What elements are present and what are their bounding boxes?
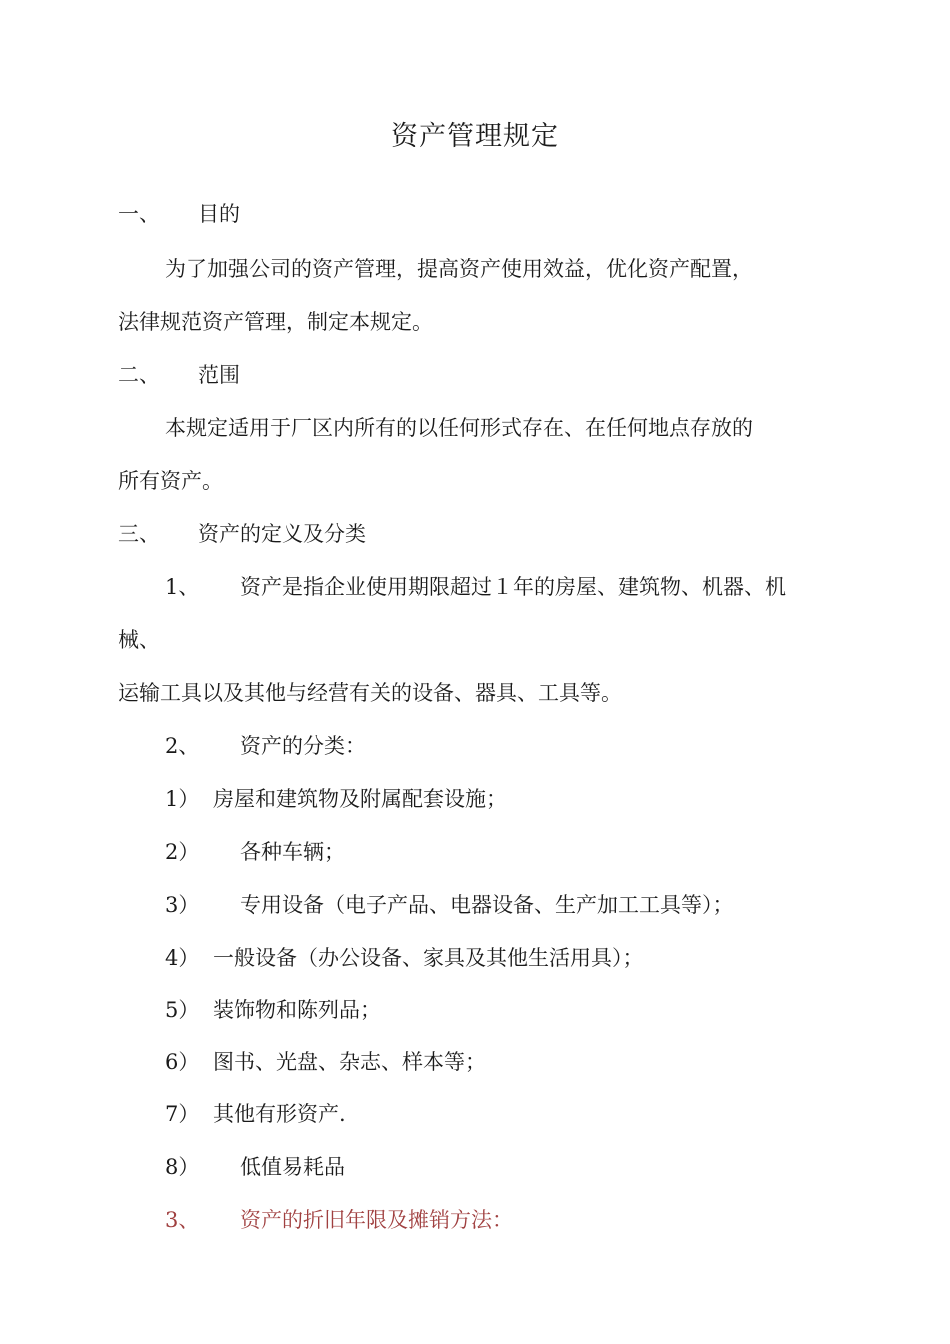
- category-number: 8）: [165, 1155, 200, 1179]
- paragraph-line: 法律规范资产管理，制定本规定。: [118, 310, 433, 334]
- category-text: 图书、光盘、杂志、样本等；: [213, 1050, 486, 1074]
- category-text: 各种车辆；: [240, 840, 345, 864]
- category-item: [165, 891, 734, 919]
- list-item-2: [165, 732, 366, 760]
- category-number: 6）: [165, 1050, 200, 1074]
- paragraph-line: 所有资产。: [118, 469, 223, 493]
- category-text: 低值易耗品: [240, 1155, 345, 1179]
- section-number: 三、: [118, 522, 160, 546]
- list-item-3: [165, 1206, 513, 1234]
- category-item: [165, 996, 381, 1024]
- paragraph-line: 本规定适用于厂区内所有的以任何形式存在、在任何地点存放的: [165, 416, 753, 440]
- paragraph-line: 械、: [118, 628, 160, 652]
- item-number: 2、: [165, 734, 200, 758]
- category-number: 5）: [165, 998, 200, 1022]
- item-number: 1、: [165, 575, 200, 599]
- category-number: 7）: [165, 1102, 200, 1126]
- category-text: 其他有形资产.: [213, 1102, 346, 1126]
- category-number: 1）: [165, 787, 200, 811]
- category-number: 4）: [165, 946, 200, 970]
- item-text: 资产是指企业使用期限超过１年的房屋、建筑物、机器、机: [240, 575, 786, 599]
- list-item-1: [165, 573, 786, 601]
- section-title: 目的: [198, 202, 240, 226]
- section-title: 资产的定义及分类: [198, 522, 366, 546]
- item-text: 资产的分类：: [240, 734, 366, 758]
- category-item: [165, 1153, 345, 1181]
- category-item: [165, 1048, 486, 1076]
- category-text: 装饰物和陈列品；: [213, 998, 381, 1022]
- section-heading-1: [118, 200, 240, 228]
- section-number: 一、: [118, 202, 160, 226]
- category-text: 一般设备（办公设备、家具及其他生活用具）；: [213, 946, 644, 970]
- item-number: 3、: [165, 1208, 200, 1232]
- category-item: [165, 838, 345, 866]
- document-title: 资产管理规定: [391, 121, 559, 152]
- section-heading-3: [118, 520, 366, 548]
- paragraph-line: 运输工具以及其他与经营有关的设备、器具、工具等。: [118, 681, 622, 705]
- category-item: [165, 1100, 346, 1128]
- category-text: 房屋和建筑物及附属配套设施；: [213, 787, 507, 811]
- category-item: [165, 944, 644, 972]
- section-heading-2: [118, 361, 240, 389]
- paragraph-line: 为了加强公司的资产管理，提高资产使用效益，优化资产配置，: [165, 257, 753, 281]
- category-item: [165, 785, 507, 813]
- category-number: 2）: [165, 840, 200, 864]
- category-number: 3）: [165, 893, 200, 917]
- category-text: 专用设备（电子产品、电器设备、生产加工工具等）；: [240, 893, 734, 917]
- section-number: 二、: [118, 363, 160, 387]
- section-title: 范围: [198, 363, 240, 387]
- item-text: 资产的折旧年限及摊销方法：: [240, 1208, 513, 1232]
